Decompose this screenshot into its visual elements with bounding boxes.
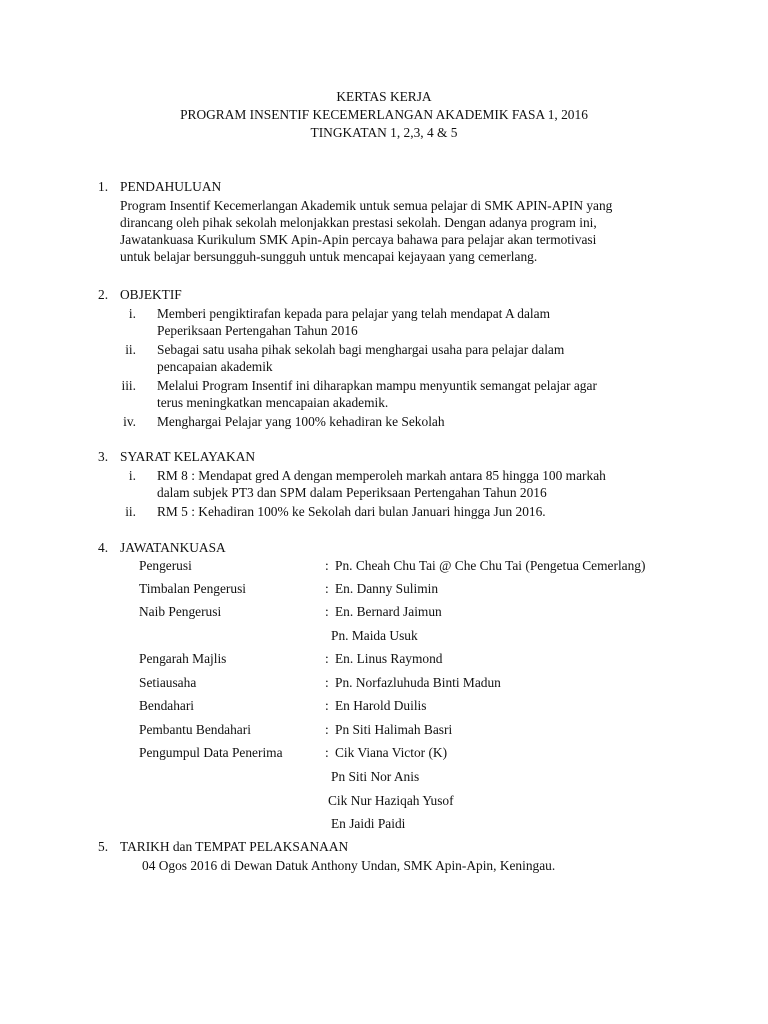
section-number: 1. [98,179,109,194]
item-line: Memberi pengiktirafan kepada para pelajar yang telah mendapat A dalam [157,306,550,321]
item-text [157,305,673,339]
colon: : [325,722,329,737]
colon: : [325,698,329,713]
item-text [157,503,673,520]
committee-role: Pembantu Bendahari [139,722,251,737]
section-heading: OBJEKTIF [120,287,182,302]
committee-role: Pengerusi [139,558,192,573]
committee-row [139,580,699,598]
item-line: pencapaian akademik [157,359,273,374]
committee-row [139,697,699,715]
event-date-venue: 04 Ogos 2016 di Dewan Datuk Anthony Undan, SMK Apin-Apin, Keningau. [142,858,556,873]
committee-extra-member: Cik Nur Haziqah Yusof [328,793,454,808]
section-number: 3. [98,449,109,464]
item-number: iii. [121,378,136,393]
item-number: iv. [123,414,136,429]
committee-row [139,557,699,575]
committee-member: En Harold Duilis [335,698,427,713]
colon: : [325,604,329,619]
paragraph-line: Jawatankuasa Kurikulum SMK Apin-Apin percaya bahawa para pelajar akan termotivasi [120,232,597,247]
committee-member: En. Bernard Jaimun [335,604,442,619]
committee-member: Pn Siti Halimah Basri [335,722,453,737]
item-line: dalam subjek PT3 dan SPM dalam Peperiksaan Pertengahan Tahun 2016 [157,485,547,500]
colon: : [325,581,329,596]
section-heading: PENDAHULUAN [120,179,222,194]
committee-row [139,721,699,739]
colon: : [325,651,329,666]
colon: : [325,745,329,760]
item-number: i. [128,468,136,483]
section-number: 5. [98,839,109,854]
committee-member: Pn. Cheah Chu Tai @ Che Chu Tai (Pengetua Cemerlang) [335,558,646,573]
item-line: Menghargai Pelajar yang 100% kehadiran ke Sekolah [157,414,445,429]
item-text [157,467,673,501]
committee-extra-member: En Jaidi Paidi [331,816,406,831]
committee-role: Setiausaha [139,675,197,690]
committee-member: En. Danny Sulimin [335,581,439,596]
item-text [157,413,673,430]
item-line: RM 5 : Kehadiran 100% ke Sekolah dari bulan Januari hingga Jun 2016. [157,504,546,519]
section-heading: JAWATANKUASA [120,540,226,555]
paragraph-line: untuk belajar bersungguh-sungguh untuk mencapai kejayaan yang cemerlang. [120,249,538,264]
section-paragraph [120,197,675,265]
program-title: PROGRAM INSENTIF KECEMERLANGAN AKADEMIK FASA 1, 2016 [180,107,588,122]
committee-role: Pengumpul Data Penerima [139,745,283,760]
committee-member: Pn. Norfazluhuda Binti Madun [335,675,501,690]
item-number: ii. [125,504,136,519]
item-text [157,341,673,375]
committee-role: Naib Pengerusi [139,604,222,619]
doc-title: KERTAS KERJA [336,89,432,104]
section-number: 2. [98,287,109,302]
section-number: 4. [98,540,109,555]
section-heading: SYARAT KELAYAKAN [120,449,256,464]
committee-extra-member: Pn. Maida Usuk [331,628,418,643]
section-heading: TARIKH dan TEMPAT PELAKSANAAN [120,839,349,854]
item-text [157,377,673,411]
item-line: RM 8 : Mendapat gred A dengan memperoleh markah antara 85 hingga 100 markah [157,468,606,483]
colon: : [325,558,329,573]
committee-role: Timbalan Pengerusi [139,581,247,596]
committee-row [139,603,699,621]
committee-member: Cik Viana Victor (K) [335,745,448,760]
item-line: Peperiksaan Pertengahan Tahun 2016 [157,323,358,338]
committee-row [139,674,699,692]
level-title: TINGKATAN 1, 2,3, 4 & 5 [310,125,458,140]
committee-member: En. Linus Raymond [335,651,443,666]
paragraph-line: dirancang oleh pihak sekolah melonjakkan prestasi sekolah. Dengan adanya program ini, [120,215,597,230]
committee-role: Bendahari [139,698,195,713]
item-number: ii. [125,342,136,357]
paragraph-line: Program Insentif Kecemerlangan Akademik untuk semua pelajar di SMK APIN-APIN yang [120,198,613,213]
item-line: Melalui Program Insentif ini diharapkan mampu menyuntik semangat pelajar agar [157,378,597,393]
item-number: i. [128,306,136,321]
item-line: Sebagai satu usaha pihak sekolah bagi menghargai usaha para pelajar dalam [157,342,565,357]
colon: : [325,675,329,690]
committee-row [139,744,699,762]
committee-extra-member: Pn Siti Nor Anis [331,769,420,784]
item-line: terus meningkatkan mencapaian akademik. [157,395,389,410]
committee-role: Pengarah Majlis [139,651,227,666]
committee-row [139,650,699,668]
